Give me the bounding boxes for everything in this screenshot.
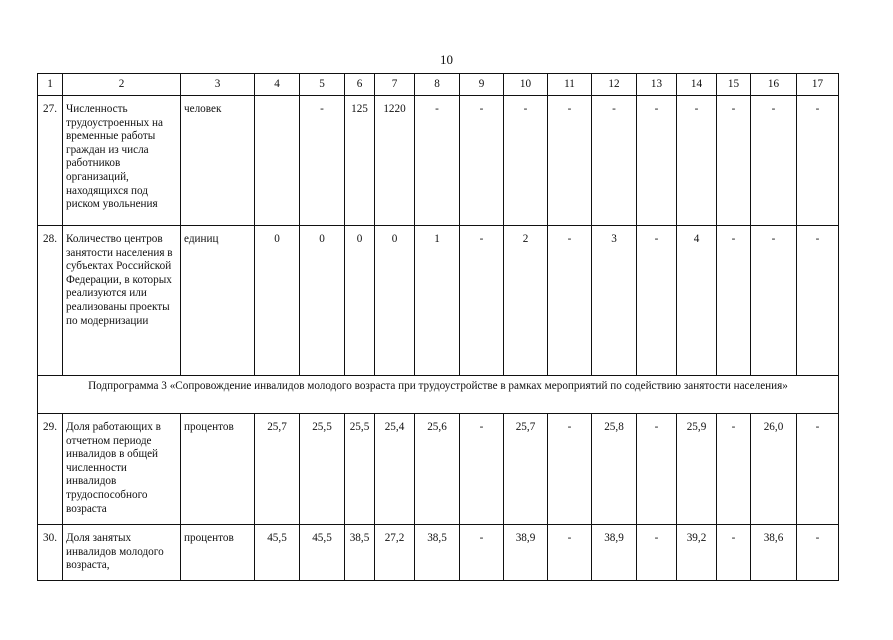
column-number: 10 xyxy=(504,74,548,96)
value-cell: - xyxy=(797,226,839,376)
table-row xyxy=(38,525,839,581)
value-cell: - xyxy=(300,96,345,226)
value-cell: - xyxy=(717,96,751,226)
value-cell: - xyxy=(717,226,751,376)
value-cell: - xyxy=(504,96,548,226)
column-number: 17 xyxy=(797,74,839,96)
subprogram-heading: Подпрограмма 3 «Сопровождение инвалидов молодого возраста при трудоустройстве в рамках мероприятий по содействию занятости населения» xyxy=(38,376,839,414)
value-cell: 125 xyxy=(345,96,375,226)
value-cell: 25,5 xyxy=(300,414,345,525)
row-number: 27. xyxy=(38,96,63,226)
indicator-name: Численность трудоустроенных на временные работы граждан из числа работников организаций, находящихся под риском увольнения xyxy=(63,96,181,226)
column-number: 13 xyxy=(637,74,677,96)
value-cell: 27,2 xyxy=(375,525,415,581)
subprogram-row xyxy=(38,376,839,414)
value-cell: - xyxy=(797,96,839,226)
table-row xyxy=(38,96,839,226)
column-number: 9 xyxy=(460,74,504,96)
table-row xyxy=(38,226,839,376)
value-cell: 25,7 xyxy=(504,414,548,525)
value-cell: 38,9 xyxy=(592,525,637,581)
value-cell: 26,0 xyxy=(751,414,797,525)
row-number: 30. xyxy=(38,525,63,581)
value-cell: - xyxy=(637,226,677,376)
unit-cell: единиц xyxy=(181,226,255,376)
value-cell: - xyxy=(677,96,717,226)
column-number: 16 xyxy=(751,74,797,96)
value-cell: - xyxy=(717,525,751,581)
value-cell: - xyxy=(460,96,504,226)
unit-cell: человек xyxy=(181,96,255,226)
value-cell: 38,5 xyxy=(345,525,375,581)
value-cell: 1 xyxy=(415,226,460,376)
value-cell xyxy=(255,96,300,226)
value-cell: 45,5 xyxy=(300,525,345,581)
value-cell: - xyxy=(717,414,751,525)
column-number: 1 xyxy=(38,74,63,96)
column-number: 6 xyxy=(345,74,375,96)
column-number: 2 xyxy=(63,74,181,96)
value-cell: - xyxy=(637,525,677,581)
value-cell: - xyxy=(460,525,504,581)
value-cell: 38,5 xyxy=(415,525,460,581)
value-cell: 1220 xyxy=(375,96,415,226)
value-cell: - xyxy=(797,525,839,581)
value-cell: 0 xyxy=(375,226,415,376)
value-cell: 0 xyxy=(345,226,375,376)
column-number: 5 xyxy=(300,74,345,96)
column-number: 4 xyxy=(255,74,300,96)
value-cell: 25,5 xyxy=(345,414,375,525)
value-cell: 0 xyxy=(300,226,345,376)
column-number: 7 xyxy=(375,74,415,96)
value-cell: 2 xyxy=(504,226,548,376)
unit-cell: процентов xyxy=(181,414,255,525)
value-cell: 25,6 xyxy=(415,414,460,525)
unit-cell: процентов xyxy=(181,525,255,581)
value-cell: 25,9 xyxy=(677,414,717,525)
column-number: 15 xyxy=(717,74,751,96)
value-cell: - xyxy=(637,96,677,226)
indicator-name: Доля работающих в отчетном периоде инвалидов в общей численности инвалидов трудоспособного возраста xyxy=(63,414,181,525)
column-number: 12 xyxy=(592,74,637,96)
value-cell: 25,4 xyxy=(375,414,415,525)
value-cell: - xyxy=(548,96,592,226)
column-number: 8 xyxy=(415,74,460,96)
value-cell: 3 xyxy=(592,226,637,376)
value-cell: - xyxy=(460,226,504,376)
row-number: 29. xyxy=(38,414,63,525)
value-cell: 25,8 xyxy=(592,414,637,525)
value-cell: - xyxy=(415,96,460,226)
value-cell: 0 xyxy=(255,226,300,376)
column-number: 3 xyxy=(181,74,255,96)
table-row xyxy=(38,414,839,525)
column-number: 11 xyxy=(548,74,592,96)
column-number: 14 xyxy=(677,74,717,96)
indicator-name: Доля занятых инвалидов молодого возраста, xyxy=(63,525,181,581)
value-cell: - xyxy=(751,226,797,376)
indicators-table xyxy=(37,73,839,581)
value-cell: - xyxy=(548,414,592,525)
row-number: 28. xyxy=(38,226,63,376)
page-number: 10 xyxy=(440,52,453,67)
value-cell: - xyxy=(548,226,592,376)
value-cell: - xyxy=(460,414,504,525)
value-cell: 38,9 xyxy=(504,525,548,581)
value-cell: 25,7 xyxy=(255,414,300,525)
value-cell: - xyxy=(548,525,592,581)
value-cell: - xyxy=(797,414,839,525)
indicator-name: Количество центров занятости населения в субъектах Российской Федерации, в которых реализуются или реализованы проекты по модернизации xyxy=(63,226,181,376)
column-number-row xyxy=(38,74,839,96)
value-cell: 4 xyxy=(677,226,717,376)
value-cell: 39,2 xyxy=(677,525,717,581)
value-cell: - xyxy=(592,96,637,226)
value-cell: 38,6 xyxy=(751,525,797,581)
value-cell: 45,5 xyxy=(255,525,300,581)
value-cell: - xyxy=(637,414,677,525)
value-cell: - xyxy=(751,96,797,226)
